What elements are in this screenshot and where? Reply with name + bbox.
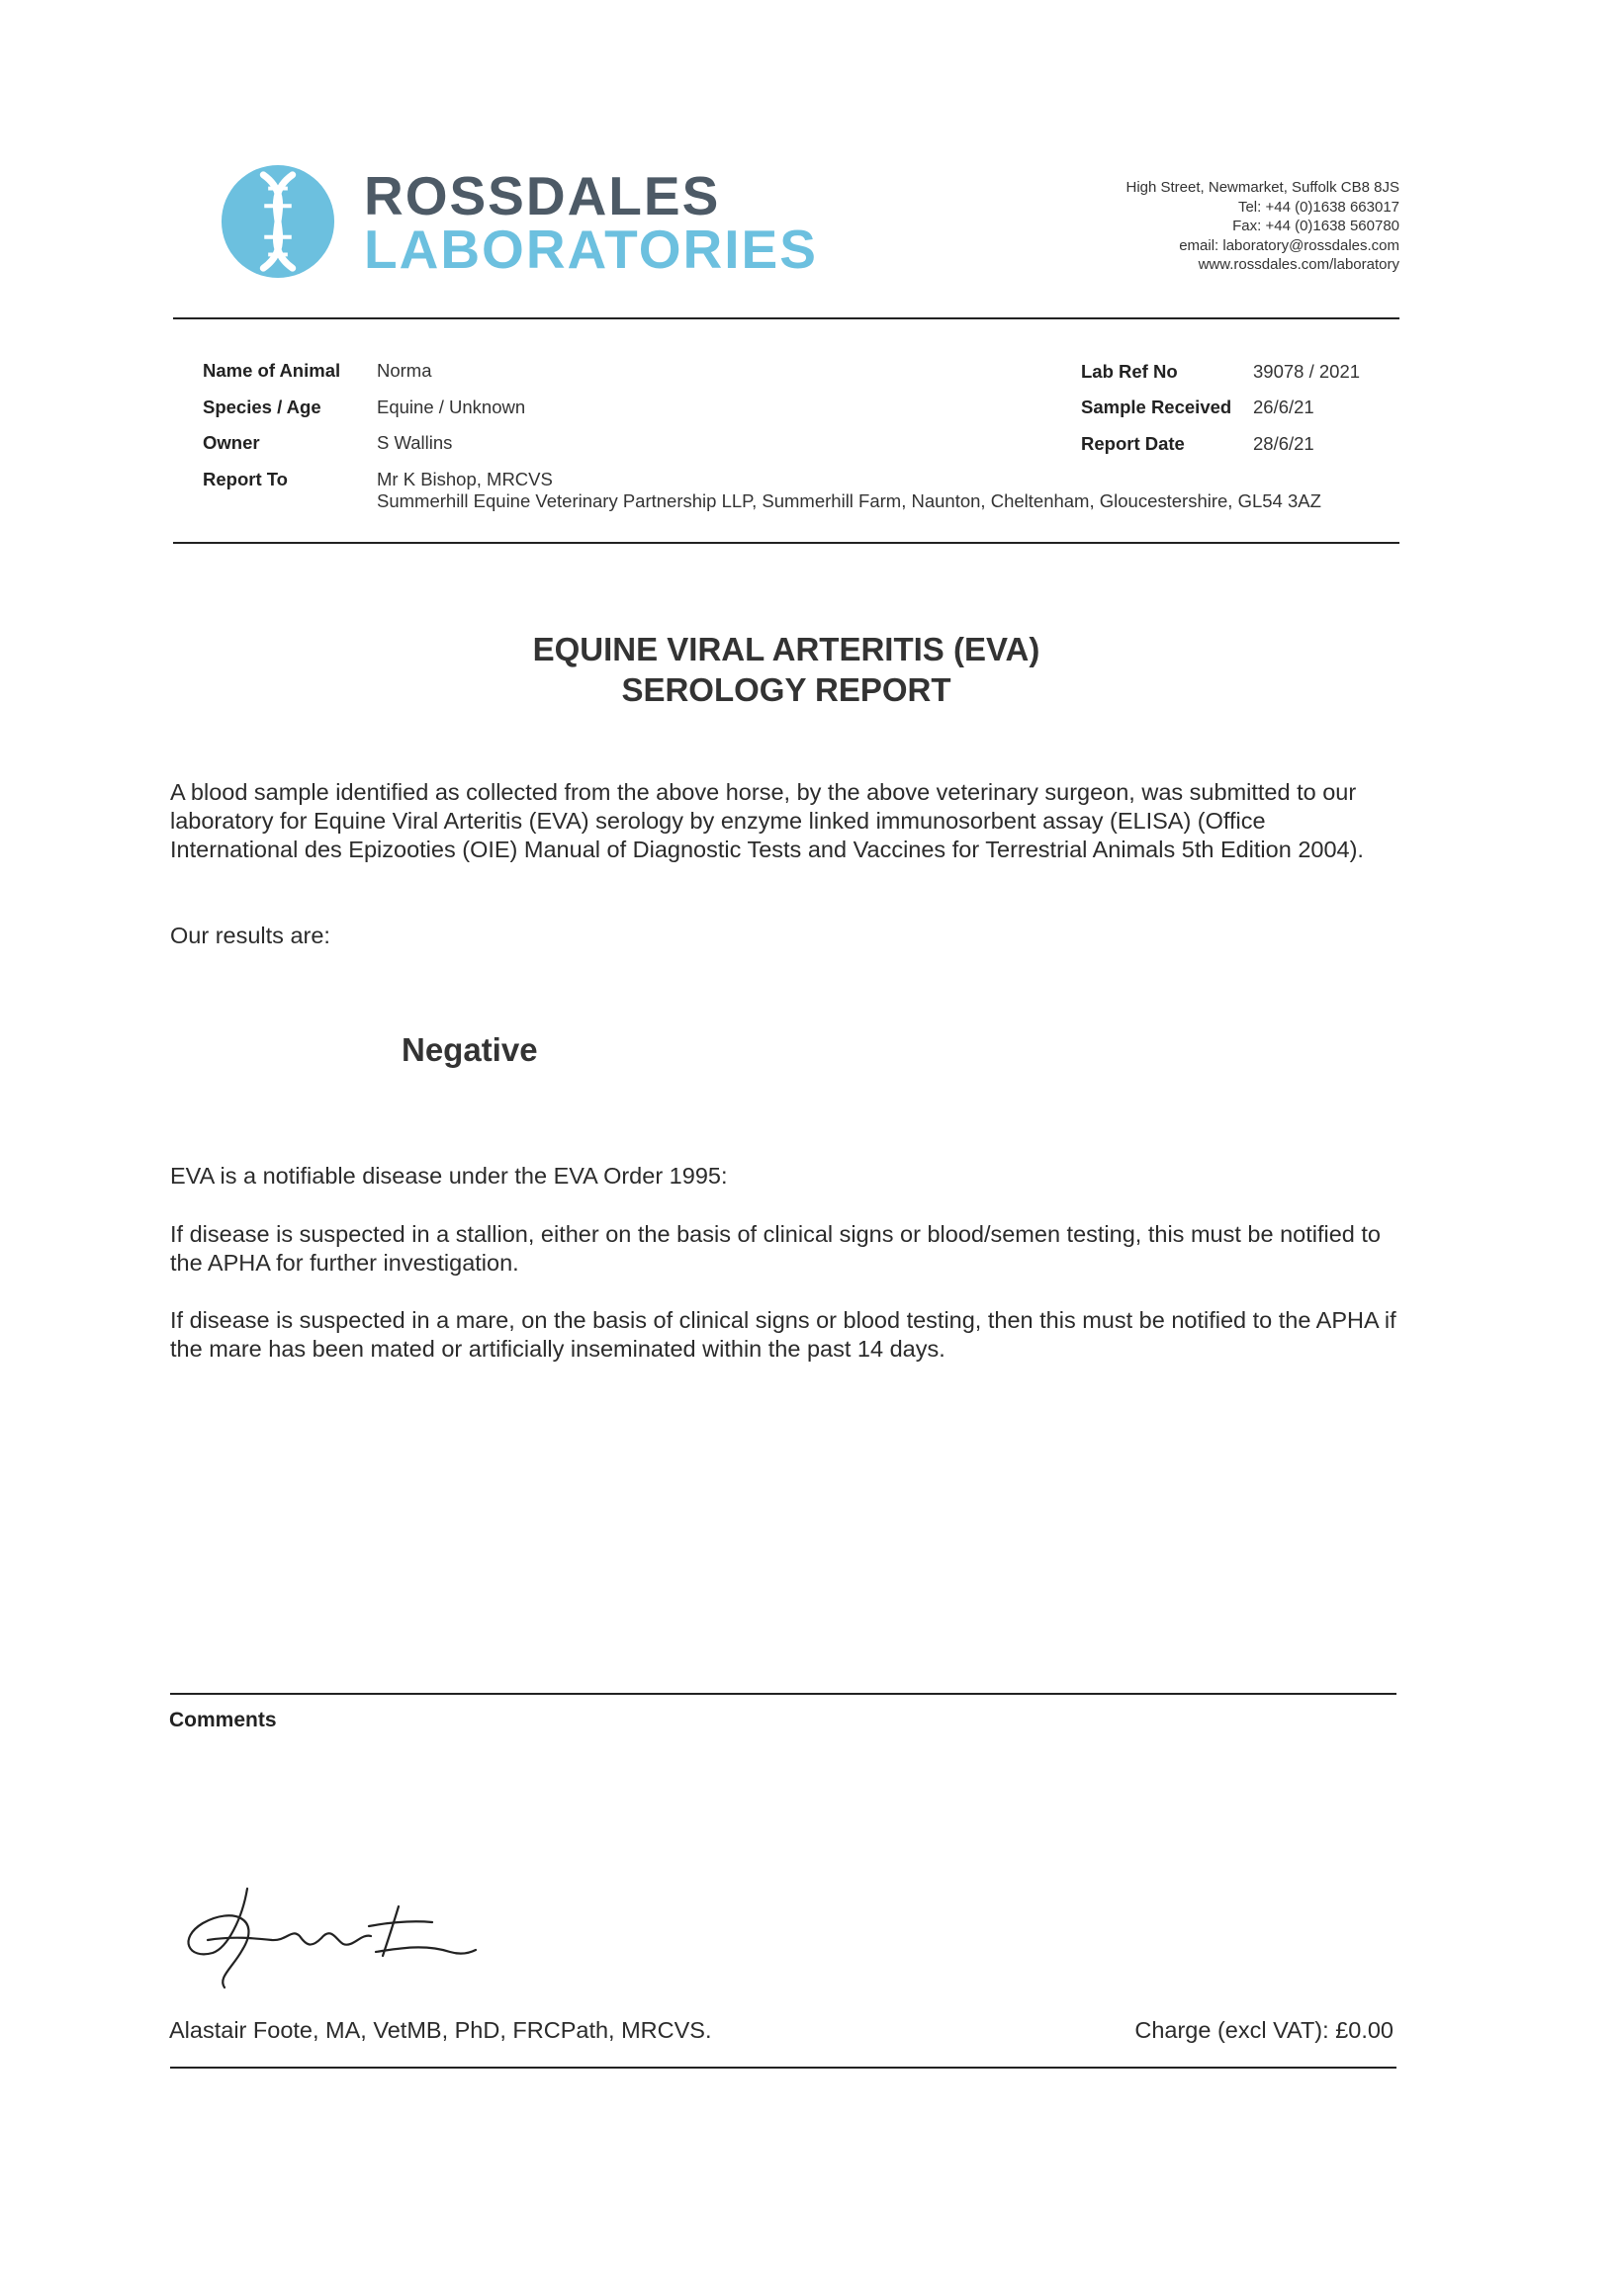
sample-received-value: 26/6/21 <box>1253 397 1314 417</box>
comments-divider <box>170 1693 1396 1695</box>
report-to-label: Report To <box>203 469 288 489</box>
report-date-label: Report Date <box>1081 433 1185 454</box>
lab-ref-label: Lab Ref No <box>1081 361 1178 382</box>
lab-ref-value: 39078 / 2021 <box>1253 361 1361 382</box>
report-to-address: Summerhill Equine Veterinary Partnership LLP, Summerhill Farm, Naunton, Cheltenham, Gloucestershire, GL54 3AZ <box>377 490 1321 511</box>
details-divider <box>173 542 1399 544</box>
owner-label: Owner <box>203 432 260 453</box>
name-of-animal-label: Name of Animal <box>203 360 341 381</box>
report-title-line2: SEROLOGY REPORT <box>621 671 951 708</box>
report-title-line1: EQUINE VIRAL ARTERITIS (EVA) <box>532 631 1040 667</box>
owner-value: S Wallins <box>377 432 453 453</box>
website: www.rossdales.com/laboratory <box>1198 256 1399 273</box>
comments-label: Comments <box>169 1709 277 1731</box>
results-intro: Our results are: <box>170 923 330 948</box>
species-age-label: Species / Age <box>203 397 321 417</box>
signatory-name: Alastair Foote, MA, VetMB, PhD, FRCPath, MRCVS. <box>169 2017 712 2043</box>
stallion-note: If disease is suspected in a stallion, either on the basis of clinical signs or blood/semen testing, this must be notified to the APHA for further investigation. <box>170 1221 1381 1276</box>
footer-divider <box>170 2067 1396 2069</box>
brand-name-line1: ROSSDALES <box>364 165 721 226</box>
report-to-value: Mr K Bishop, MRCVS <box>377 469 553 489</box>
species-age-value: Equine / Unknown <box>377 397 526 417</box>
fax: Fax: +44 (0)1638 560780 <box>1232 218 1399 234</box>
brand-name-line2: LABORATORIES <box>364 219 818 280</box>
notifiable-statement: EVA is a notifiable disease under the EVA Order 1995: <box>170 1163 728 1189</box>
dna-logo-icon <box>220 163 336 280</box>
mare-note: If disease is suspected in a mare, on the basis of clinical signs or blood testing, then this must be notified to the APHA if the mare has been mated or artificially inseminated within the past 14 days. <box>170 1307 1396 1362</box>
telephone: Tel: +44 (0)1638 663017 <box>1237 198 1399 216</box>
contact-block <box>1125 178 1399 275</box>
test-result: Negative <box>402 1031 538 1068</box>
email: email: laboratory@rossdales.com <box>1179 236 1399 254</box>
report-date-value: 28/6/21 <box>1253 433 1314 454</box>
sample-received-label: Sample Received <box>1081 397 1232 417</box>
name-of-animal-value: Norma <box>377 360 432 381</box>
header-divider <box>173 317 1399 319</box>
intro-paragraph: A blood sample identified as collected from the above horse, by the above veterinary surgeon, was submitted to our laboratory for Equine Viral Arteritis (EVA) serology by enzyme linked immunosorbent assay (ELISA) (Office International des Epizooties (OIE) Manual of Diagnostic Tests and Vaccines for Terrestrial Animals 5th Edition 2004). <box>170 779 1364 862</box>
charge-amount: Charge (excl VAT): £0.00 <box>1134 2017 1394 2043</box>
signature-image <box>173 1879 490 1997</box>
address: High Street, Newmarket, Suffolk CB8 8JS <box>1125 179 1399 196</box>
